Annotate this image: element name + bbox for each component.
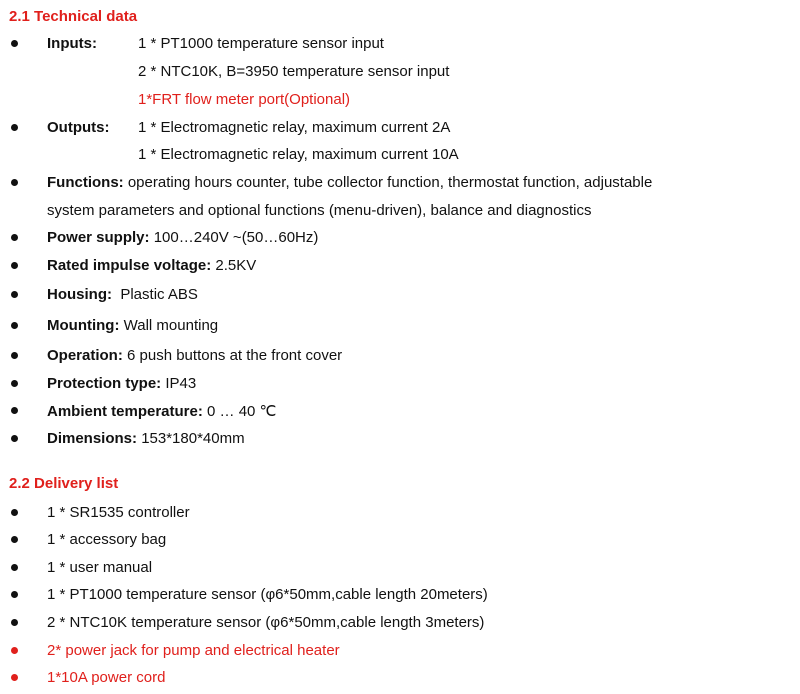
ambient-value: 0 … 40 ℃	[207, 403, 277, 420]
inputs-line-3: 1*FRT flow meter port(Optional)	[138, 91, 351, 108]
delivery-item: 1 * SR1535 controller	[47, 504, 190, 521]
bullet-icon	[11, 352, 18, 359]
bullet-icon	[11, 179, 18, 186]
protection-label: Protection type:	[47, 375, 162, 392]
bullet-icon	[11, 322, 18, 329]
section-title-delivery-list: 2.2 Delivery list	[9, 475, 119, 492]
bullet-icon	[11, 647, 18, 654]
inputs-line-2: 2 * NTC10K, B=3950 temperature sensor input	[138, 63, 450, 80]
operation-row	[47, 347, 342, 364]
dimensions-row	[47, 430, 245, 447]
protection-row	[47, 375, 196, 392]
functions-text-2: system parameters and optional functions (menu-driven), balance and diagnostics	[47, 202, 592, 219]
section-title-technical-data: 2.1 Technical data	[9, 8, 138, 25]
housing-row	[47, 286, 198, 303]
bullet-icon	[11, 262, 18, 269]
functions-row	[47, 174, 652, 191]
bullet-icon	[11, 536, 18, 543]
delivery-item: 1 * accessory bag	[47, 531, 167, 548]
dimensions-value: 153*180*40mm	[141, 430, 245, 447]
housing-value: Plastic ABS	[120, 286, 198, 303]
mounting-row	[47, 317, 218, 334]
delivery-item: 2 * NTC10K temperature sensor (φ6*50mm,cable length 3meters)	[47, 614, 485, 631]
bullet-icon	[11, 124, 18, 131]
impulse-voltage-value: 2.5KV	[215, 257, 257, 274]
bullet-icon	[11, 407, 18, 414]
inputs-label: Inputs:	[47, 35, 97, 52]
bullet-icon	[11, 591, 18, 598]
power-supply-label: Power supply:	[47, 229, 150, 246]
mounting-label: Mounting:	[47, 317, 120, 334]
housing-label: Housing:	[47, 286, 112, 303]
impulse-voltage-row	[47, 257, 256, 274]
power-supply-value: 100…240V ~(50…60Hz)	[153, 229, 319, 246]
bullet-icon	[11, 509, 18, 516]
mounting-value: Wall mounting	[123, 317, 219, 334]
impulse-voltage-label: Rated impulse voltage:	[47, 257, 212, 274]
power-supply-row	[47, 229, 318, 246]
dimensions-label: Dimensions:	[47, 430, 138, 447]
operation-label: Operation:	[47, 347, 123, 364]
functions-text-1: operating hours counter, tube collector function, thermostat function, adjustable	[127, 174, 653, 191]
functions-label: Functions:	[47, 174, 124, 191]
delivery-item: 1 * PT1000 temperature sensor (φ6*50mm,cable length 20meters)	[47, 586, 488, 603]
ambient-row	[47, 402, 276, 420]
bullet-icon	[11, 40, 18, 47]
ambient-label: Ambient temperature:	[47, 403, 203, 420]
bullet-icon	[11, 291, 18, 298]
protection-value: IP43	[165, 375, 197, 392]
bullet-icon	[11, 435, 18, 442]
bullet-icon	[11, 674, 18, 681]
delivery-item: 1 * user manual	[47, 559, 153, 576]
operation-value: 6 push buttons at the front cover	[127, 347, 343, 364]
delivery-item: 1*10A power cord	[47, 669, 166, 686]
delivery-item: 2* power jack for pump and electrical heater	[47, 642, 340, 659]
outputs-line-2: 1 * Electromagnetic relay, maximum current 10A	[138, 146, 459, 163]
bullet-icon	[11, 234, 18, 241]
outputs-line-1: 1 * Electromagnetic relay, maximum current 2A	[138, 119, 451, 136]
bullet-icon	[11, 564, 18, 571]
bullet-icon	[11, 380, 18, 387]
bullet-icon	[11, 619, 18, 626]
outputs-label: Outputs:	[47, 119, 110, 136]
inputs-line-1: 1 * PT1000 temperature sensor input	[138, 35, 384, 52]
